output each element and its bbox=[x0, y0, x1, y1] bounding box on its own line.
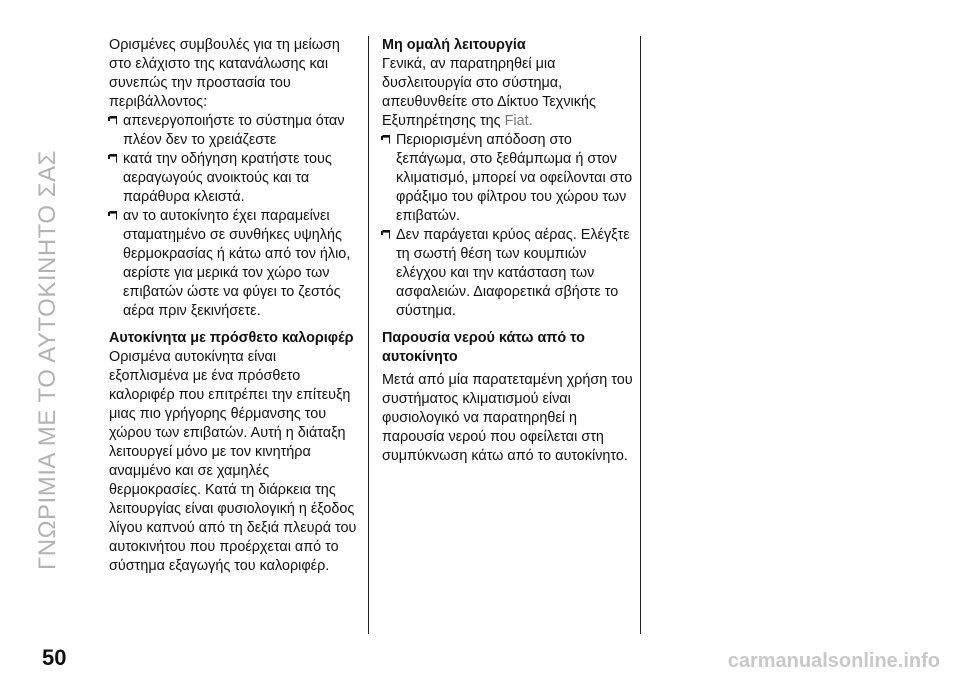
right-bullet-1 bbox=[382, 131, 634, 226]
left-bullet-2-text: κατά την οδήγηση κρατήστε τους αεραγωγούς ανοικτούς και τα παράθυρα κλειστά. bbox=[123, 151, 332, 205]
bullet-box-icon bbox=[382, 135, 390, 144]
right-bullet-2 bbox=[382, 226, 634, 321]
bullet-box-icon bbox=[109, 211, 117, 220]
left-body-text: Ορισμένα αυτοκίνητα είναι εξοπλισμένα με ένα πρόσθετο καλοριφέρ που επιτρέπει την επίτευξη μιας πιο γρήγορης θέρμανσης του χώρου των επιβατών. Αυτή η διάταξη λειτουργεί μόνο με τον κινητήρα αναμμένο και σε χαμηλές θερμοκρασίες. Κατά τη διάρκεια της λειτουργίας είναι φυσιολογική η έξοδος λίγου καπνού από τη δεξιά πλευρά του αυτοκινήτου που προέρχεται από το σύστημα εξαγωγής του καλοριφέρ. bbox=[109, 349, 357, 574]
column-divider-right bbox=[640, 36, 641, 634]
bullet-box-icon bbox=[109, 116, 117, 125]
section-side-title: ΓΝΩΡΙΜΙΑ ΜΕ ΤΟ ΑΥΤΟΚΙΝΗΤΟ ΣΑΣ bbox=[34, 150, 61, 570]
right-intro-body: Γενικά, αν παρατηρηθεί μια δυσλειτουργία στο σύστημα, απευθυνθείτε στο Δίκτυο Τεχνικής Εξυπηρέτησης της bbox=[382, 56, 596, 129]
right-column bbox=[382, 36, 634, 466]
column-divider-left bbox=[368, 36, 369, 634]
right-body-text: Μετά από μία παρατεταμένη χρήση του συστήματος κλιματισμού είναι φυσιολογικό να παρατηρηθεί η παρουσία νερού που οφείλεται στη συμπύκνωση κάτω από το αυτοκίνητο. bbox=[382, 372, 633, 464]
left-bullet-3 bbox=[109, 207, 359, 321]
left-bullet-1-text: απενεργοποιήστε το σύστημα όταν πλέον δεν το χρειάζεστε bbox=[123, 113, 345, 148]
brand-name: Fiat. bbox=[504, 113, 533, 129]
left-section-heading: Αυτοκίνητα με πρόσθετο καλοριφέρ bbox=[109, 330, 354, 346]
right-heading-water: Παρουσία νερού κάτω από το αυτοκίνητο bbox=[382, 330, 585, 365]
left-bullet-1 bbox=[109, 112, 359, 150]
right-bullet-1-text: Περιορισμένη απόδοση στο ξεπάγωμα, στο ξεθάμπωμα ή στον κλιματισμό, μπορεί να οφείλονται στο φράξιμο του φίλτρου του χώρου των επιβατών. bbox=[396, 132, 633, 224]
right-intro-text bbox=[382, 55, 634, 131]
page-number: 50 bbox=[42, 645, 67, 670]
bullet-box-icon bbox=[109, 154, 117, 163]
left-column bbox=[109, 36, 359, 576]
left-intro-text: Ορισμένες συμβουλές για τη μείωση στο ελάχιστο της κατανάλωσης και συνεπώς την προστασία του περιβάλλοντος: bbox=[109, 37, 340, 110]
right-bullet-2-text: Δεν παράγεται κρύος αέρας. Ελέγξτε τη σωστή θέση των κουμπιών ελέγχου και την κατάσταση των ασφαλειών. Διαφορετικά σβήστε το σύστημα. bbox=[396, 227, 630, 319]
bullet-box-icon bbox=[382, 230, 390, 239]
right-heading-malfunction: Μη ομαλή λειτουργία bbox=[382, 37, 526, 53]
left-bullet-2 bbox=[109, 150, 359, 207]
left-bullet-3-text: αν το αυτοκίνητο έχει παραμείνει σταματημένο σε συνθήκες υψηλής θερμοκρασίας ή κάτω από τον ήλιο, αερίστε για μερικά τον χώρο των επιβατών ώστε να φύγει το ζεστός αέρα πριν ξεκινήσετε. bbox=[123, 208, 351, 319]
watermark-text: carmanualsonline.info bbox=[727, 650, 940, 672]
